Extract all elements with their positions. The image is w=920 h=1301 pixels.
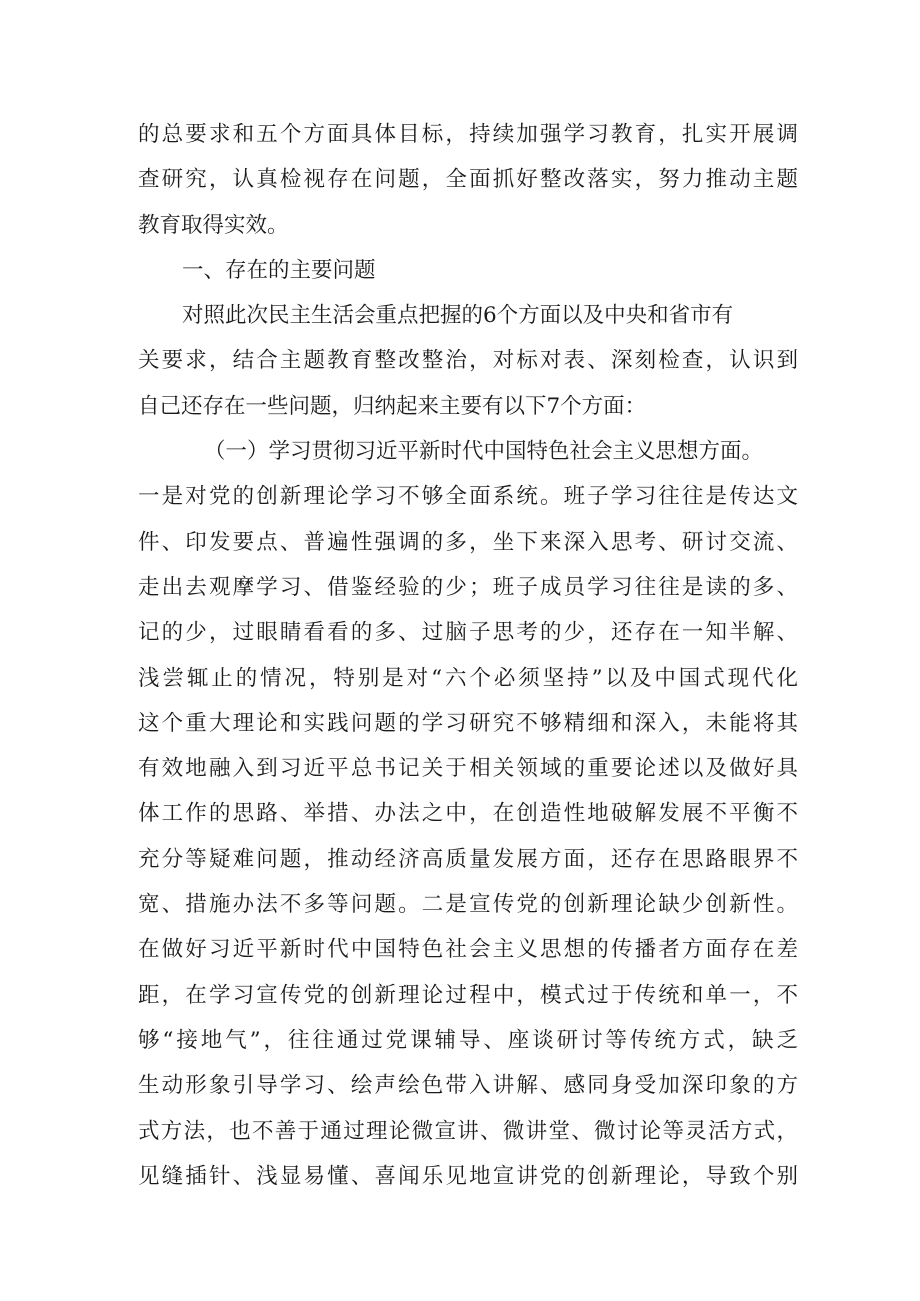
text-line: 教育取得实效。 bbox=[138, 212, 289, 238]
text-line: 对照此次民主生活会重点把握的6个方面以及中央和省市有 bbox=[182, 303, 734, 329]
text-line: 有效地融入到习近平总书记关于相关领域的重要论述以及做好具 bbox=[138, 756, 798, 782]
document-body bbox=[138, 112, 798, 1199]
text-line: 见缝插针、浅显易懂、喜闻乐见地宣讲党的创新理论，导致个别 bbox=[138, 1163, 798, 1189]
text-line: 查研究，认真检视存在问题，全面抓好整改落实，努力推动主题 bbox=[138, 167, 798, 193]
text-line: 浅尝辄止的情况，特别是对“六个必须坚持”以及中国式现代化 bbox=[138, 665, 798, 691]
text-line: 充分等疑难问题，推动经济高质量发展方面，还存在思路眼界不 bbox=[138, 846, 798, 872]
text-line: 这个重大理论和实践问题的学习研究不够精细和深入，未能将其 bbox=[138, 710, 798, 736]
section-heading: 一、存在的主要问题 bbox=[182, 257, 376, 283]
text-line: 宽、措施办法不多等问题。二是宣传党的创新理论缺少创新性。 bbox=[138, 892, 798, 918]
text-line: 距，在学习宣传党的创新理论过程中，模式过于传统和单一，不 bbox=[138, 982, 798, 1008]
text-line: 自己还存在一些问题，归纳起来主要有以下7个方面： bbox=[138, 393, 647, 419]
text-line: 一是对党的创新理论学习不够全面系统。班子学习往往是传达文 bbox=[138, 484, 798, 510]
text-line: 在做好习近平新时代中国特色社会主义思想的传播者方面存在差 bbox=[138, 937, 798, 963]
text-line: 记的少，过眼睛看看的多、过脑子思考的少，还存在一知半解、 bbox=[138, 620, 798, 646]
text-line: 体工作的思路、举措、办法之中，在创造性地破解发展不平衡不 bbox=[138, 801, 798, 827]
text-line: 生动形象引导学习、绘声绘色带入讲解、感同身受加深印象的方 bbox=[138, 1073, 798, 1099]
text-line: 式方法，也不善于通过理论微宣讲、微讲堂、微讨论等灵活方式， bbox=[138, 1118, 798, 1144]
text-line: 走出去观摩学习、借鉴经验的少；班子成员学习往往是读的多、 bbox=[138, 574, 798, 600]
text-line: 关要求，结合主题教育整改整治，对标对表、深刻检查，认识到 bbox=[138, 348, 798, 374]
text-line: 的总要求和五个方面具体目标，持续加强学习教育，扎实开展调 bbox=[138, 122, 798, 147]
text-line: 够“接地气”，往往通过党课辅导、座谈研讨等传统方式，缺乏 bbox=[138, 1027, 798, 1053]
subsection-heading: （一）学习贯彻习近平新时代中国特色社会主义思想方面。 bbox=[204, 439, 764, 465]
text-line: 件、印发要点、普遍性强调的多，坐下来深入思考、研讨交流、 bbox=[138, 529, 798, 555]
